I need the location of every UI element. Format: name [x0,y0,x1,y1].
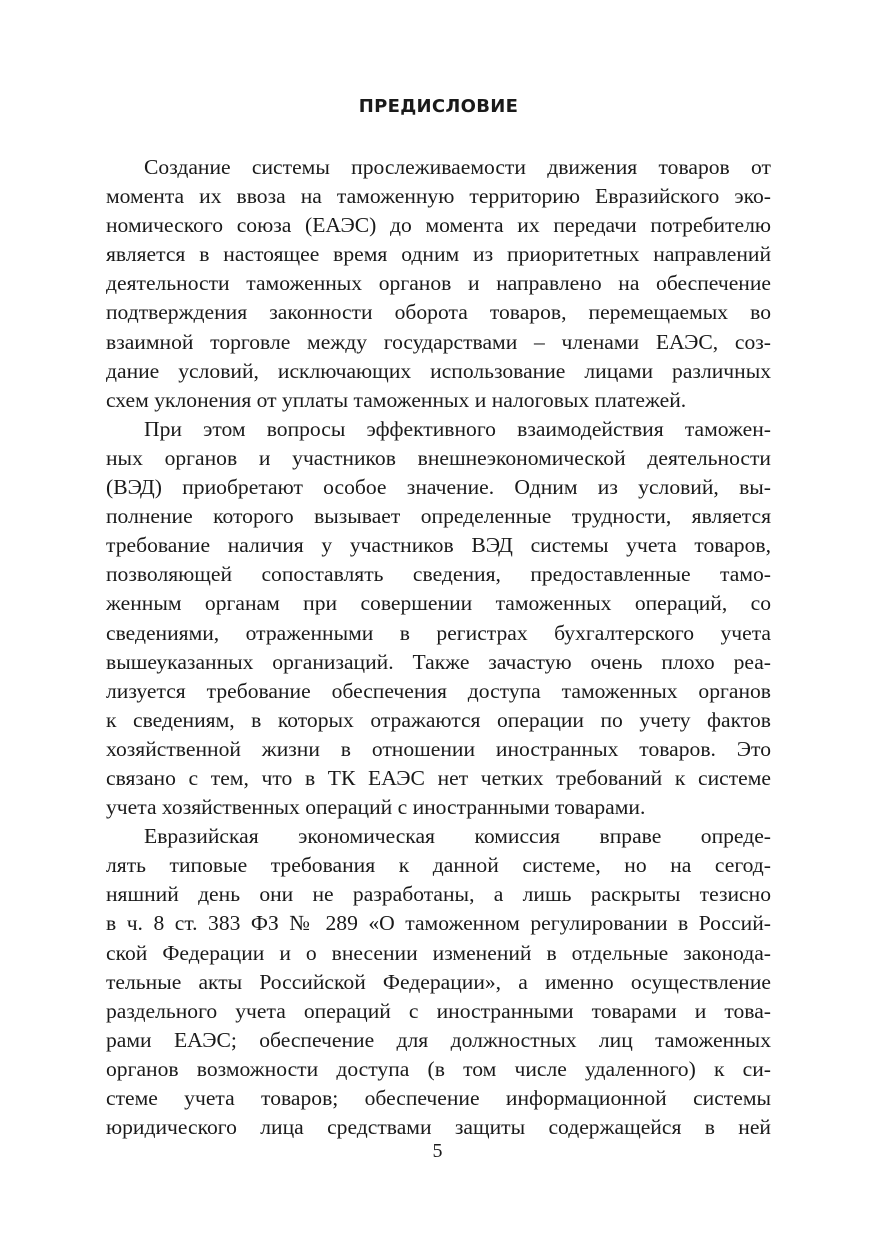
text-line: (ВЭД) приобретают особое значение. Одним из условий, вы- [106,475,771,500]
text-line: позволяющей сопоставлять сведения, предоставленные тамо- [106,562,771,587]
text-line: лизуется требование обеспечения доступа таможенных органов [106,678,771,703]
text-line: женным органам при совершении таможенных операций, со [106,591,771,616]
text-line: Евразийская экономическая комиссия вправе опреде- [144,824,771,849]
text-line: рами ЕАЭС; обеспечение для должностных лиц таможенных [106,1027,771,1052]
text-line: схем уклонения от уплаты таможенных и налоговых платежей. [106,387,687,412]
text-line: номического союза (ЕАЭС) до момента их передачи потребителю [106,213,771,238]
paragraph-2 [106,415,771,822]
paragraph-1 [106,153,771,415]
text-line: связано с тем, что в ТК ЕАЭС нет четких требований к системе [106,765,771,790]
text-line: органов возможности доступа (в том числе удаленного) к си- [106,1056,771,1081]
text-line: лять типовые требования к данной системе, но на сегод- [106,853,771,878]
text-line: является в настоящее время одним из приоритетных направлений [106,242,771,267]
text-line: ской Федерации и о внесении изменений в отдельные законода- [106,940,771,965]
text-line: сведениями, отраженными в регистрах бухгалтерского учета [106,620,771,645]
text-line: требование наличия у участников ВЭД системы учета товаров, [106,533,771,558]
page-number: 5 [432,1140,443,1162]
text-line: деятельности таможенных органов и направлено на обеспечение [106,271,771,296]
text-line: При этом вопросы эффективного взаимодействия таможен- [144,416,771,441]
text-line: ных органов и участников внешнеэкономической деятельности [106,445,771,470]
text-line: вышеуказанных организаций. Также зачастую очень плохо реа- [106,649,771,674]
page-heading: ПРЕДИСЛОВИЕ [358,96,519,117]
text-line: момента их ввоза на таможенную территорию Евразийского эко- [106,184,771,209]
text-line: учета хозяйственных операций с иностранными товарами. [106,795,646,820]
text-line: стеме учета товаров; обеспечение информационной системы [106,1086,771,1110]
text-line: юридического лица средствами защиты содержащейся в ней [106,1115,771,1140]
document-page [106,96,771,1142]
text-line: к сведениям, в которых отражаются операции по учету фактов [106,707,771,732]
text-line: хозяйственной жизни в отношении иностранных товаров. Это [106,736,771,761]
text-line: в ч. 8 ст. 383 ФЗ № 289 «О таможенном регулировании в Россий- [106,911,771,936]
text-line: раздельного учета операций с иностранными товарами и това- [106,998,771,1023]
text-line: полнение которого вызывает определенные трудности, является [106,504,771,529]
text-line: Создание системы прослеживаемости движения товаров от [144,155,771,179]
text-line: подтверждения законности оборота товаров, перемещаемых во [106,300,771,325]
text-line: дание условий, исключающих использование лицами различных [106,358,771,383]
text-line: няшний день они не разработаны, а лишь раскрыты тезисно [106,882,771,907]
text-line: тельные акты Российской Федерации», а именно осуществление [106,969,771,994]
text-line: взаимной торговле между государствами – членами ЕАЭС, соз- [106,329,771,354]
paragraph-3 [106,822,771,1142]
